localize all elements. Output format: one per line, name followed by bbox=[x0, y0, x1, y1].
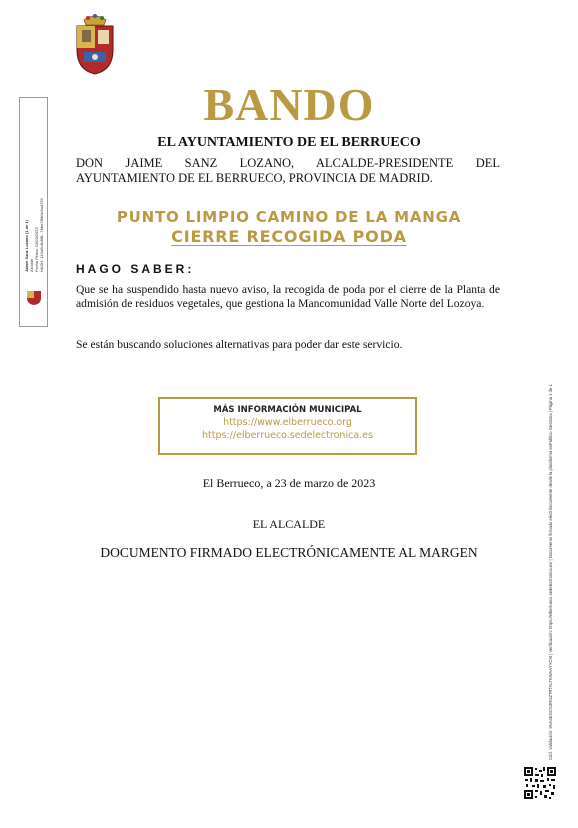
qr-code-icon[interactable] bbox=[523, 766, 557, 800]
subtitle-line-2-text: CIERRE RECOGIDA PODA bbox=[171, 227, 407, 246]
signature-date: Fecha Firma: 23/03/2023 bbox=[34, 227, 39, 272]
sede-electronica-link[interactable]: https://elberrueco.sedelectronica.es bbox=[202, 430, 373, 441]
info-box bbox=[158, 397, 417, 455]
subtitle-line-2 bbox=[0, 227, 578, 246]
info-box-heading: MÁS INFORMACIÓN MUNICIPAL bbox=[213, 405, 362, 415]
intro-paragraph: DON JAIME SANZ LOZANO, ALCALDE-PRESIDENTE DEL AYUNTAMIENTO DE EL BERRUECO, PROVINCIA DE MADRID. bbox=[76, 156, 500, 185]
signed-note: DOCUMENTO FIRMADO ELECTRÓNICAMENTE AL MARGEN bbox=[100, 545, 478, 560]
signer-role: Alcalde bbox=[29, 258, 34, 272]
signer-title: EL ALCALDE bbox=[252, 517, 326, 531]
subtitle-line-1: PUNTO LIMPIO CAMINO DE LA MANGA bbox=[116, 208, 462, 226]
hago-saber-heading: HAGO SABER: bbox=[76, 262, 195, 276]
website-link[interactable]: https://www.elberrueco.org bbox=[223, 417, 352, 428]
document-title: BANDO bbox=[203, 79, 375, 130]
body-paragraph-2: Se están buscando soluciones alternativas para poder dar este servicio. bbox=[76, 338, 403, 351]
body-paragraph-1: Que se ha suspendido hasta nuevo aviso, la recogida de poda por el cierre de la Planta de admisión de residuos vegetales, que gestiona la Mancomunidad Valle Norte del Lozoya. bbox=[76, 283, 500, 310]
signature-hash: HASH: 113a5c4b8f8...7bbe2f5b0c9ad729 bbox=[39, 198, 44, 272]
date-line: El Berrueco, a 23 de marzo de 2023 bbox=[202, 476, 376, 490]
issuer-heading: EL AYUNTAMIENTO DE EL BERRUECO bbox=[157, 135, 421, 150]
signer-name: Jaime Sanz Lozano (1 de 1) bbox=[24, 219, 29, 272]
coat-of-arms-logo bbox=[74, 14, 116, 76]
validation-code-text: Cód. Validación: 9NA4EGCN3RGZ7RTALTKWAAYYCM | Verificación: https://elberrueco.sedelectronica.es/ | Documento firmado electrónicamente desde la plataforma esPublico Gestiona | Página 1 de 1 bbox=[548, 384, 553, 760]
signature-coat-icon bbox=[25, 288, 43, 306]
